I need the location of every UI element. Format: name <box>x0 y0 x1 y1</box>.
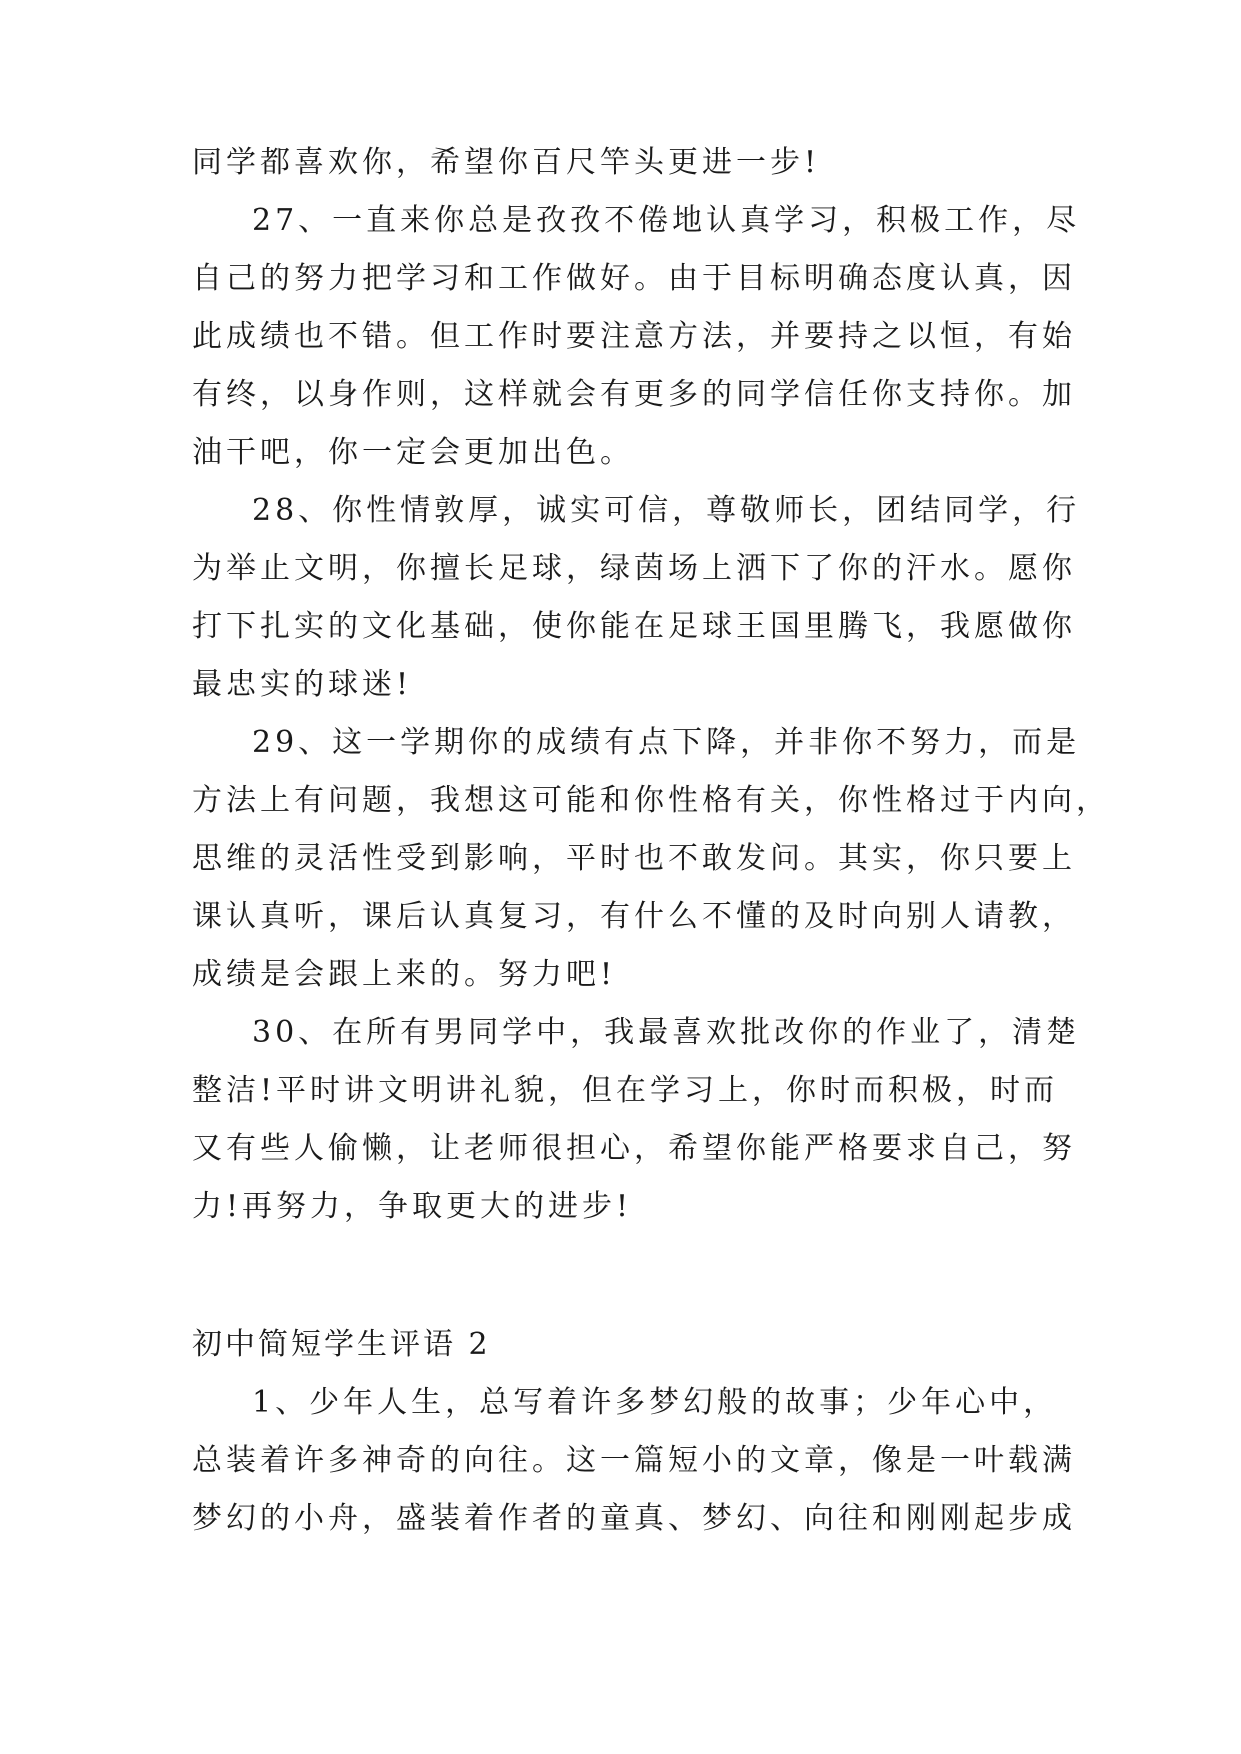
text-line: 自己的努力把学习和工作做好。由于目标明确态度认真，因 <box>192 261 1076 296</box>
text-line: 打下扎实的文化基础，使你能在足球王国里腾飞，我愿做你 <box>192 609 1076 644</box>
comment-27 <box>192 192 1081 482</box>
intro-paragraph <box>192 134 1052 192</box>
text-line: 方法上有问题，我想这可能和你性格有关，你性格过于内向， <box>192 783 1110 818</box>
text-line: 成绩是会跟上来的。努力吧! <box>192 957 617 992</box>
text-line: 课认真听，课后认真复习，有什么不懂的及时向别人请教， <box>192 899 1076 934</box>
text-line: 此成绩也不错。但工作时要注意方法，并要持之以恒，有始 <box>192 319 1076 354</box>
text-line: 思维的灵活性受到影响，平时也不敢发问。其实，你只要上 <box>192 841 1076 876</box>
comment-29 <box>192 714 1110 1004</box>
section-heading <box>192 1316 1052 1374</box>
text-line: 有终，以身作则，这样就会有更多的同学信任你支持你。加 <box>192 377 1076 412</box>
text-line: 梦幻的小舟，盛装着作者的童真、梦幻、向往和刚刚起步成 <box>192 1501 1076 1536</box>
text-line: 又有些人偷懒，让老师很担心，希望你能严格要求自己，努 <box>192 1131 1076 1166</box>
text-line: 27、一直来你总是孜孜不倦地认真学习，积极工作，尽 <box>252 203 1081 238</box>
text-line: 为举止文明，你擅长足球，绿茵场上洒下了你的汗水。愿你 <box>192 551 1076 586</box>
text-line: 总装着许多神奇的向往。这一篇短小的文章，像是一叶载满 <box>192 1443 1076 1478</box>
text-line: 28、你性情敦厚，诚实可信，尊敬师长，团结同学，行 <box>252 493 1081 528</box>
text-line: 最忠实的球迷! <box>192 667 413 702</box>
text-line: 29、这一学期你的成绩有点下降，并非你不努力，而是 <box>252 725 1081 760</box>
heading-text: 初中简短学生评语 2 <box>192 1327 491 1362</box>
comment-1 <box>192 1374 1076 1548</box>
text-line: 30、在所有男同学中，我最喜欢批改你的作业了，清楚 <box>252 1015 1081 1050</box>
text-line: 1、少年人生，总写着许多梦幻般的故事；少年心中， <box>252 1385 1058 1420</box>
text-line: 整洁!平时讲文明讲礼貌，但在学习上，你时而积极，时而 <box>192 1073 1059 1108</box>
comment-28 <box>192 482 1081 714</box>
text-line: 力!再努力，争取更大的进步! <box>192 1189 633 1224</box>
text-line: 油干吧，你一定会更加出色。 <box>192 435 634 470</box>
text-line: 同学都喜欢你，希望你百尺竿头更进一步! <box>192 145 821 180</box>
comment-30 <box>192 1004 1081 1236</box>
